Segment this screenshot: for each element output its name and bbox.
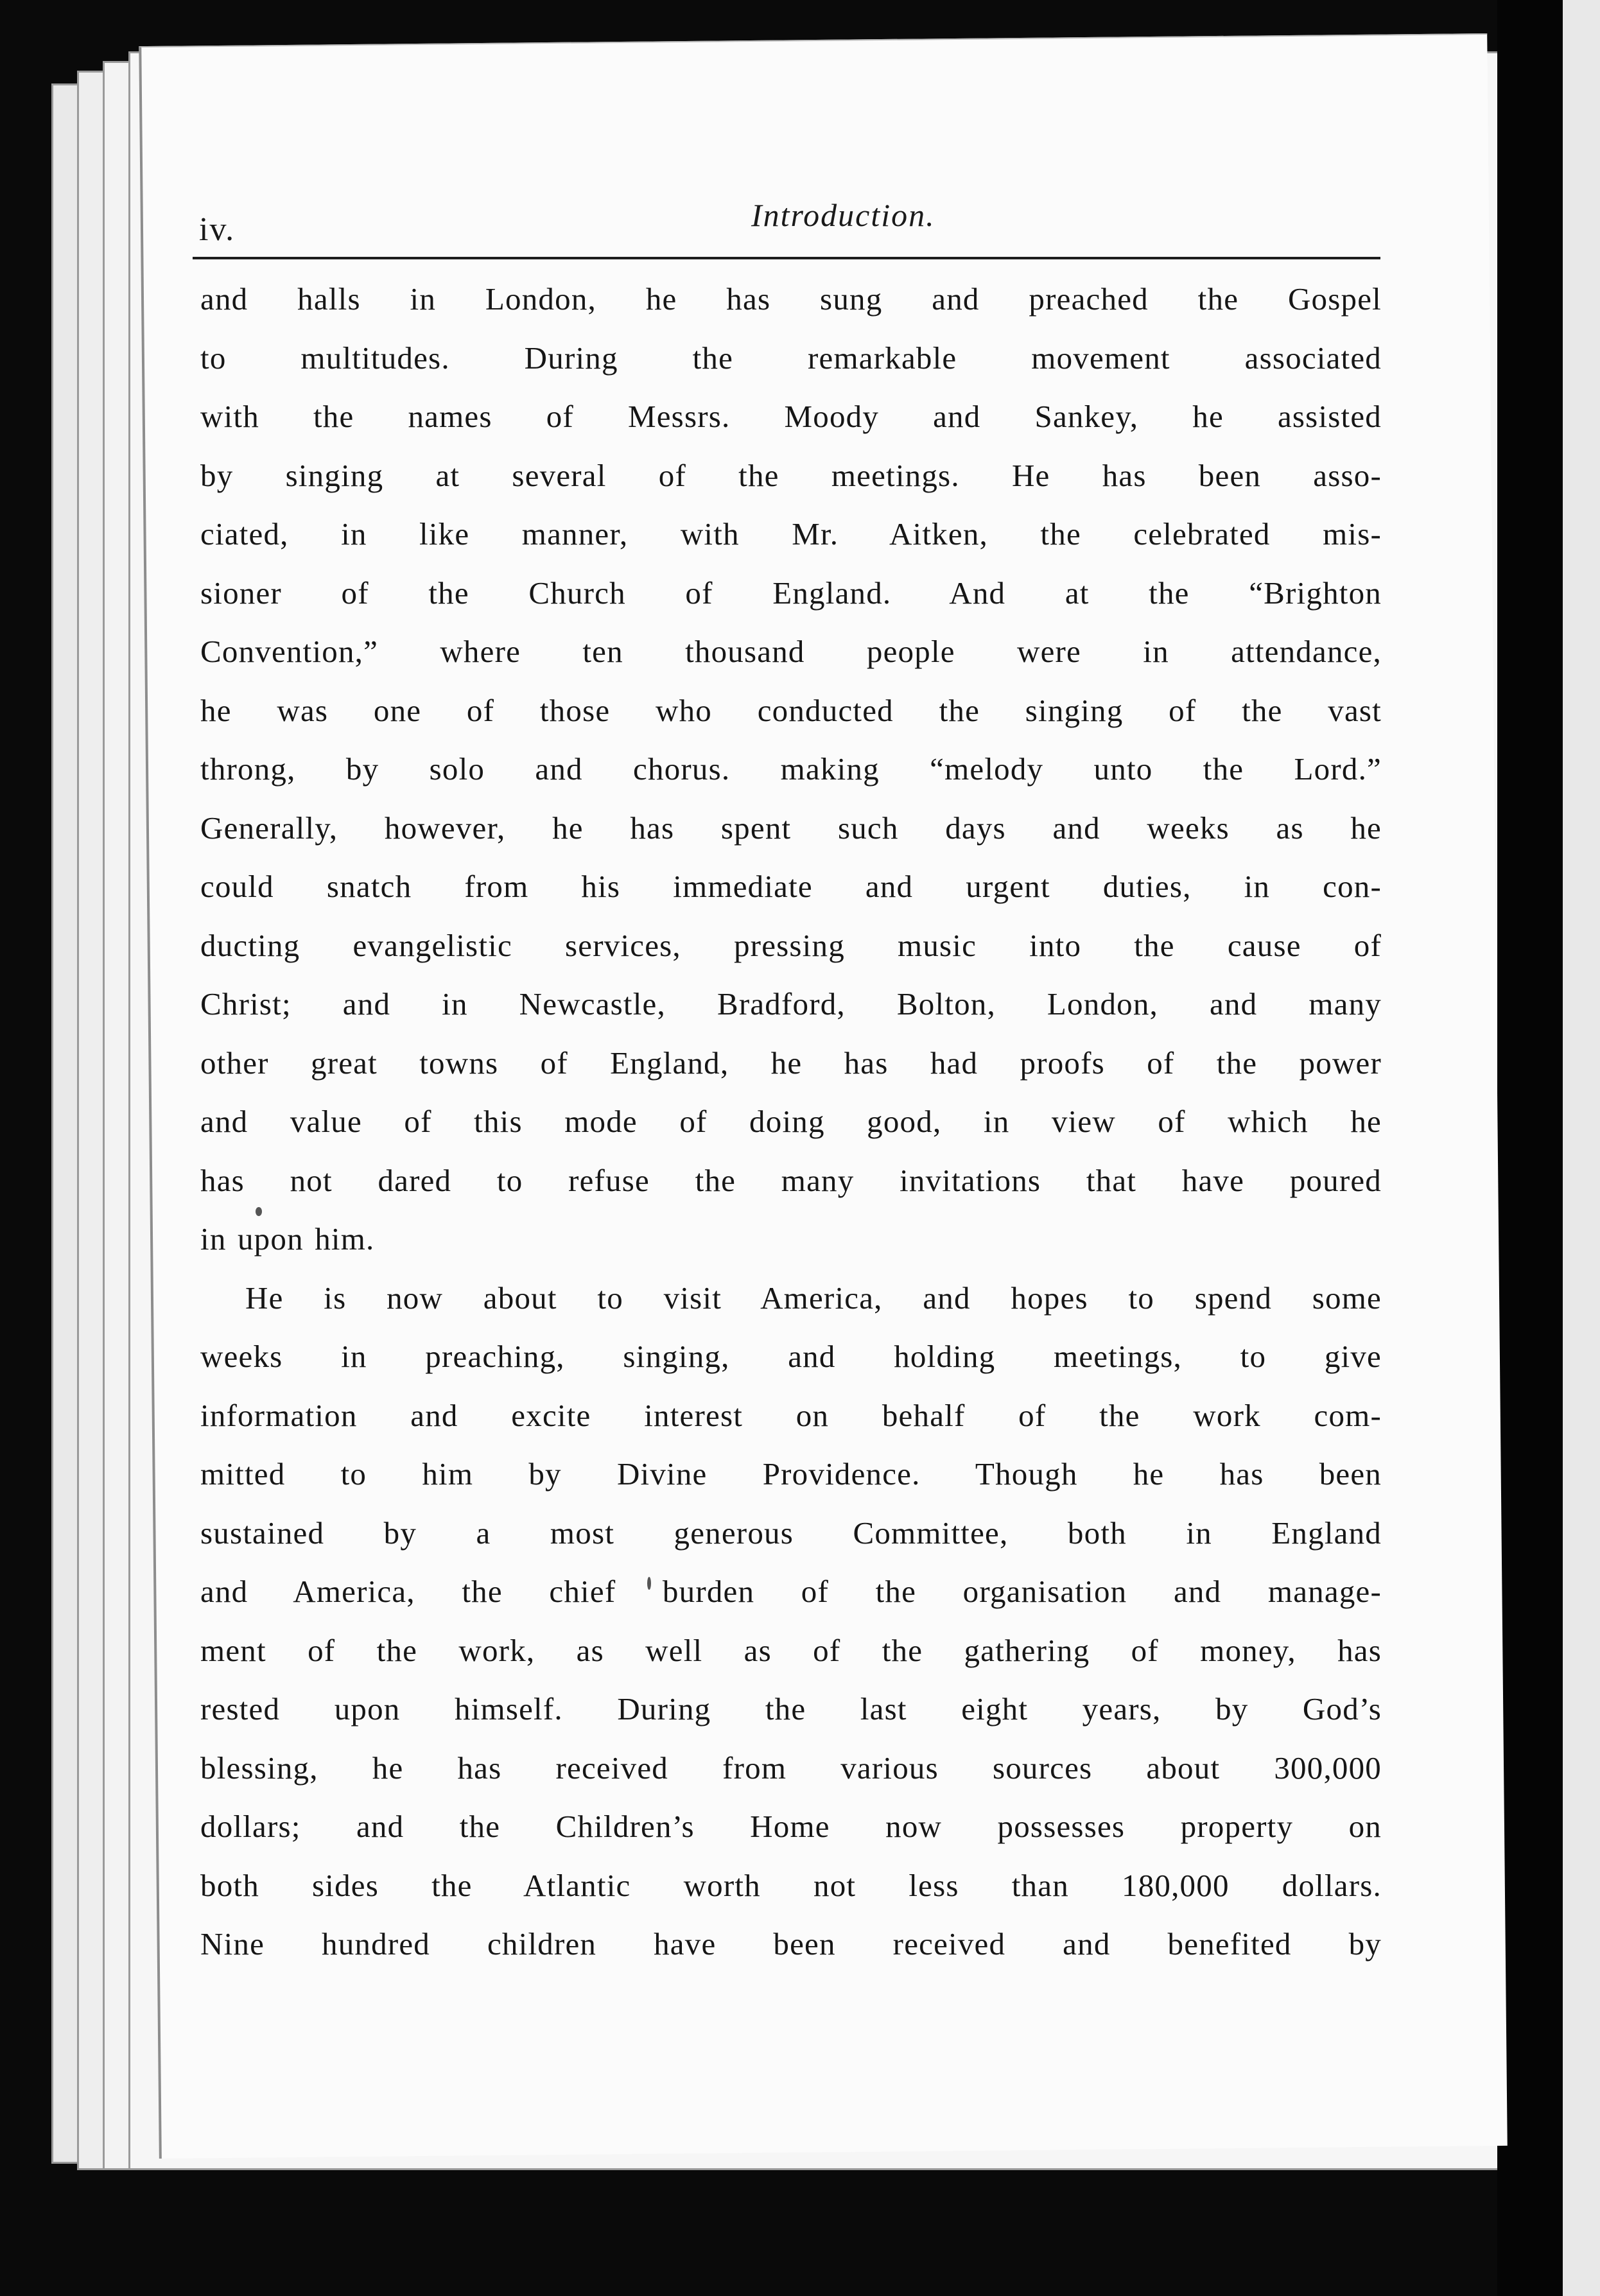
text-line: could snatch from his immediate and urgent duties, in con-	[200, 869, 1382, 904]
text-line: and value of this mode of doing good, in view of which he	[200, 1104, 1382, 1139]
text-line: to multitudes. During the remarkable movement associated	[200, 340, 1382, 376]
paragraph	[200, 270, 1382, 1269]
text-line: by singing at several of the meetings. He has been asso-	[200, 457, 1382, 493]
text-line: weeks in preaching, singing, and holding meetings, to give	[200, 1339, 1382, 1374]
header-rule	[193, 257, 1380, 259]
text-line: sustained by a most generous Committee, both in England	[200, 1515, 1382, 1551]
text-line: and halls in London, he has sung and preached the Gospel	[200, 281, 1382, 317]
text-line: other great towns of England, he has had proofs of the power	[200, 1045, 1382, 1081]
text-line: has not dared to refuse the many invitations that have poured	[200, 1162, 1382, 1198]
text-line: both sides the Atlantic worth not less than 180,000 dollars.	[200, 1867, 1382, 1903]
running-title: Introduction.	[751, 197, 935, 233]
text-line: with the names of Messrs. Moody and Sankey, he assisted	[200, 399, 1382, 434]
body-text	[200, 270, 1382, 1974]
text-line: information and excite interest on behalf of the work com-	[200, 1397, 1382, 1433]
text-line: Nine hundred children have been received and benefited by	[200, 1926, 1382, 1961]
text-line: mitted to him by Divine Providence. Though he has been	[200, 1456, 1382, 1492]
text-line: and America, the chief burden of the organisation and manage-	[200, 1574, 1382, 1609]
facing-page-edge	[1563, 0, 1600, 2296]
text-line: throng, by solo and chorus. making “melody unto the Lord.”	[200, 751, 1382, 787]
text-line: He is now about to visit America, and hopes to spend some	[245, 1280, 1382, 1316]
text-line: Generally, however, he has spent such days and weeks as he	[200, 810, 1382, 846]
text-line: he was one of those who conducted the singing of the vast	[200, 692, 1382, 728]
text-line: dollars; and the Children’s Home now possesses property on	[200, 1809, 1382, 1844]
text-line: ciated, in like manner, with Mr. Aitken, the celebrated mis-	[200, 516, 1382, 552]
page-header	[199, 193, 1374, 250]
text-line: blessing, he has received from various sources about 300,000	[200, 1750, 1382, 1786]
text-line: ment of the work, as well as of the gathering of money, has	[200, 1632, 1382, 1668]
text-line: sioner of the Church of England. And at the “Brighton	[200, 575, 1382, 611]
text-line: Convention,” where ten thousand people were in attendance,	[200, 634, 1382, 669]
text-line: in upon him.	[200, 1221, 375, 1257]
text-line: Christ; and in Newcastle, Bradford, Bolton, London, and many	[200, 986, 1382, 1022]
page-number: iv.	[199, 211, 236, 248]
text-line: ducting evangelistic services, pressing music into the cause of	[200, 927, 1382, 963]
paragraph	[200, 1269, 1382, 1974]
text-line: rested upon himself. During the last eight years, by God’s	[200, 1691, 1382, 1726]
